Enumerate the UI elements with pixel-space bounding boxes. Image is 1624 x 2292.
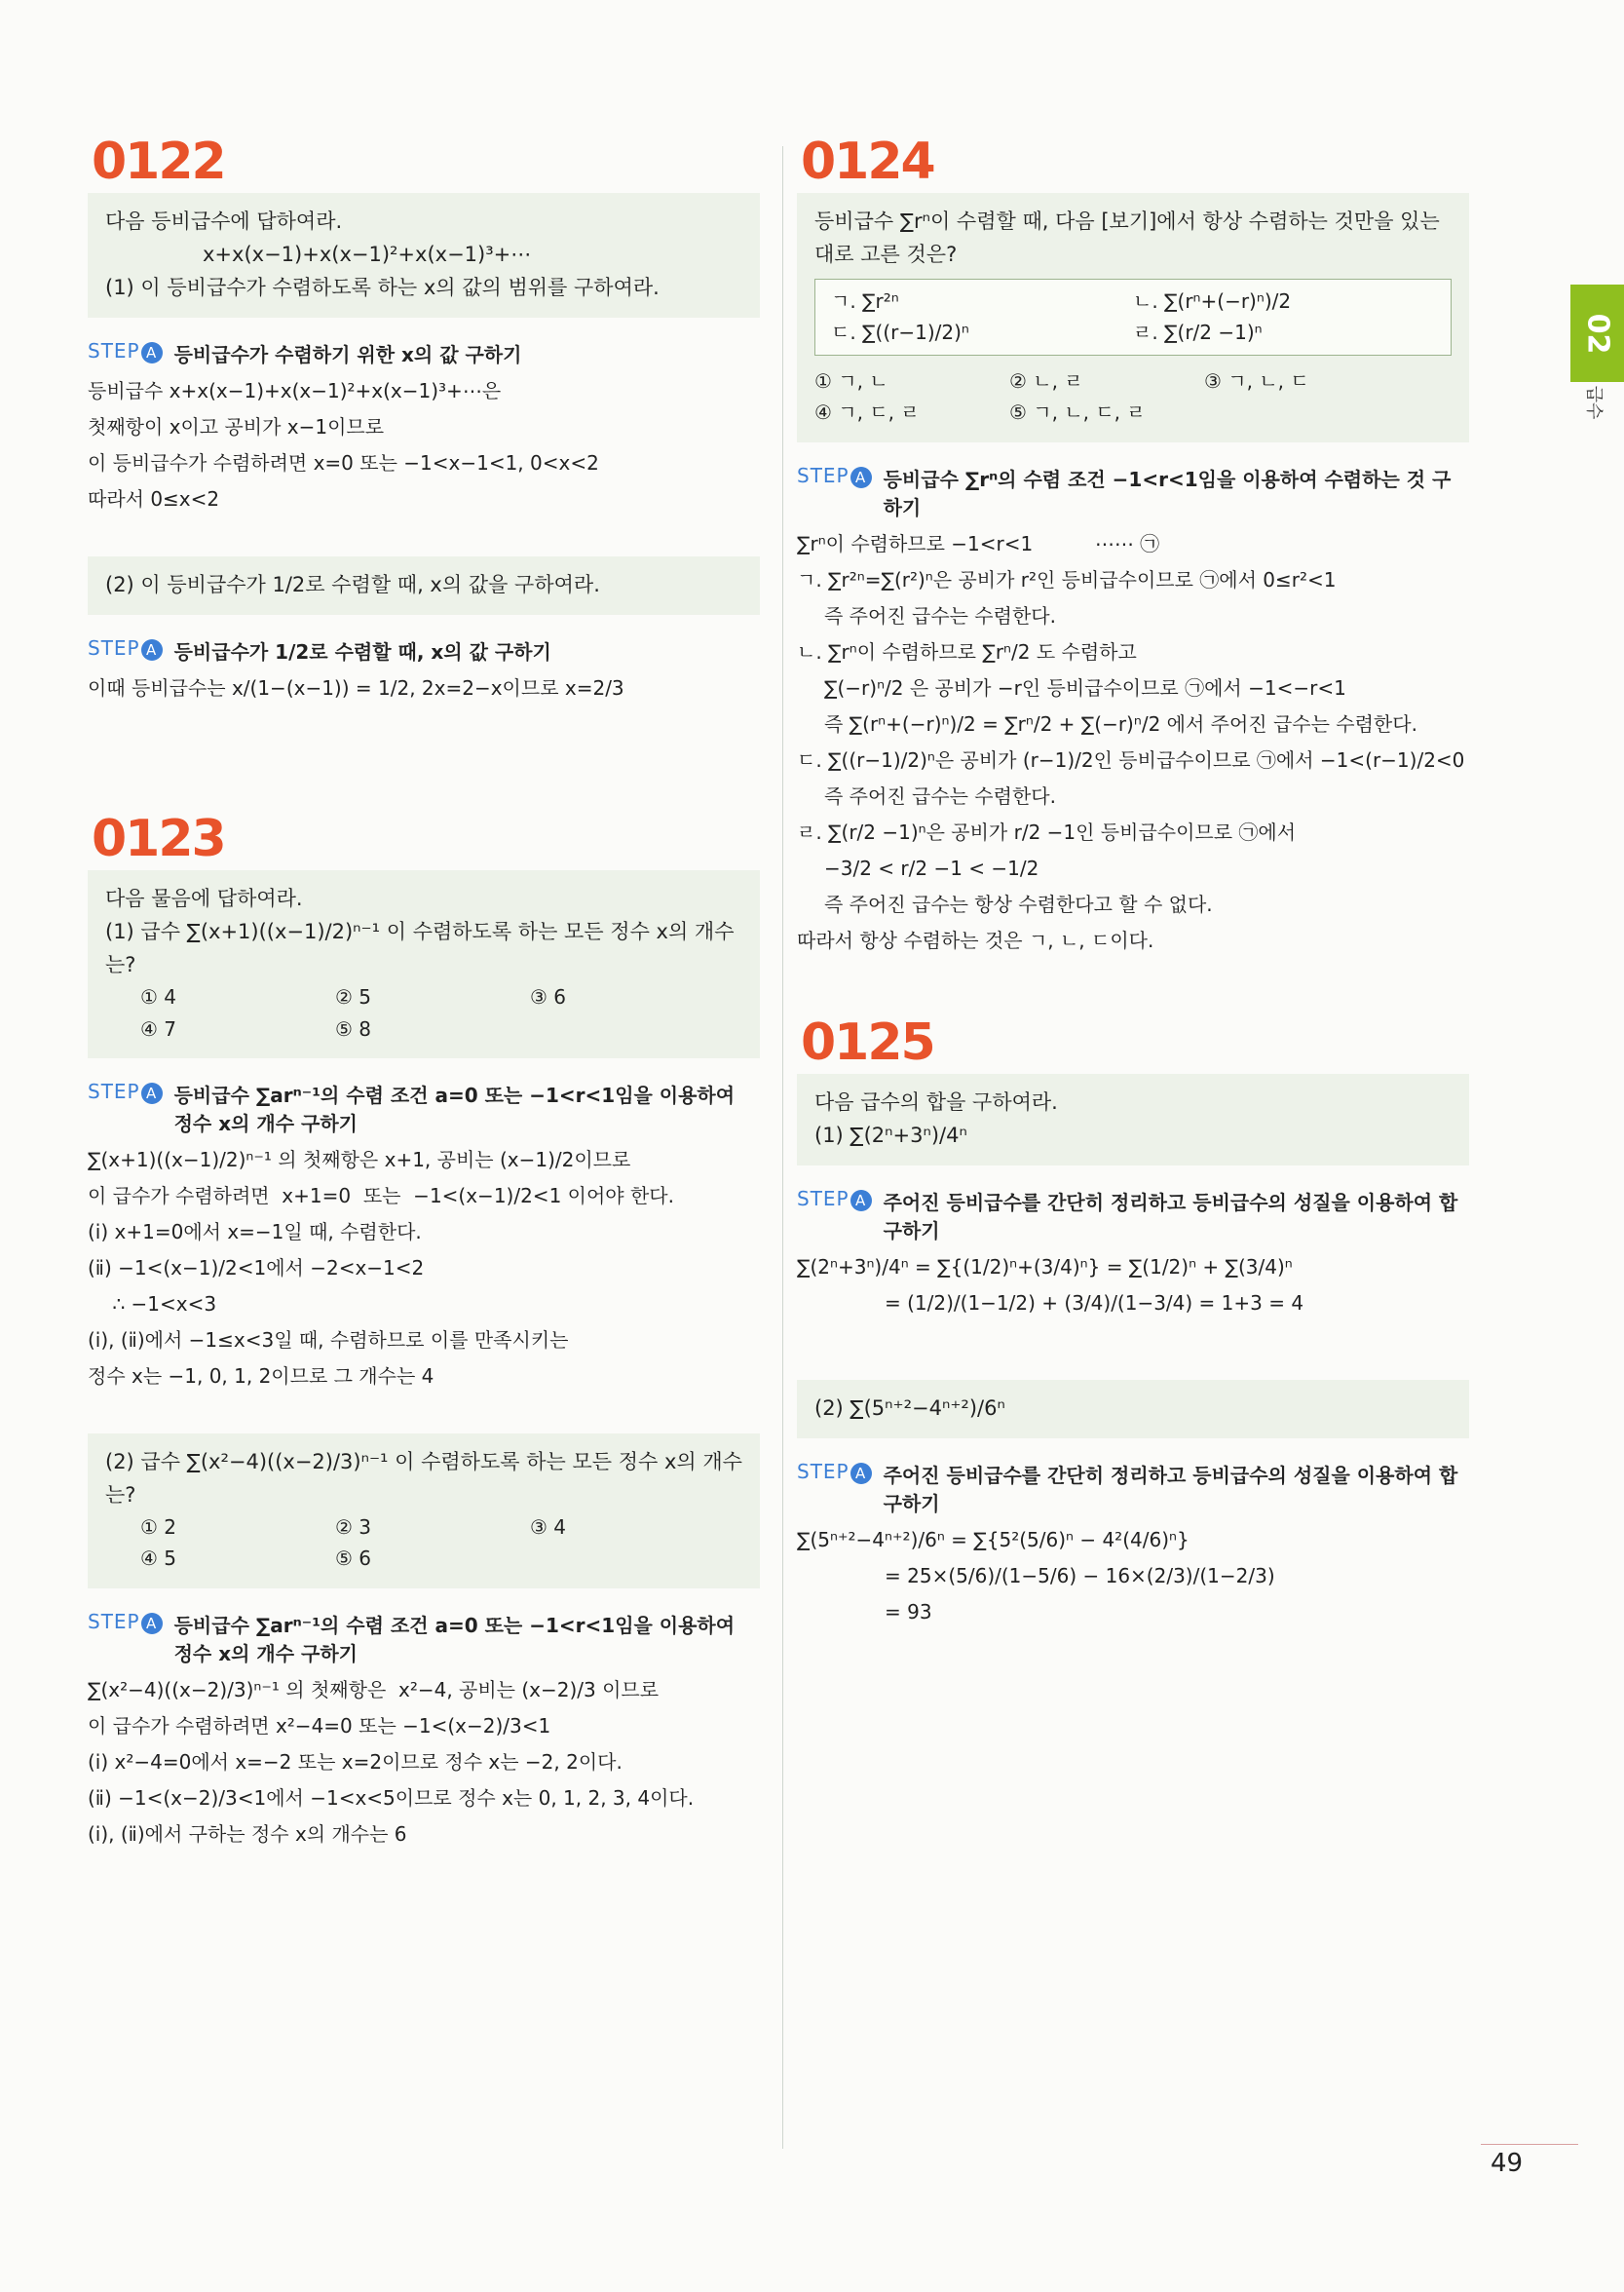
answer-option[interactable]: ① ㄱ, ㄴ bbox=[814, 368, 888, 393]
problem-box bbox=[88, 193, 760, 318]
step-heading bbox=[797, 1187, 1469, 1243]
solution-line: (ⅰ) x²−4=0에서 x=−2 또는 x=2이므로 정수 x는 −2, 2이다. bbox=[88, 1749, 623, 1774]
solution-line: (ⅱ) −1<(x−2)/3<1에서 −1<x<5이므로 정수 x는 0, 1, 2, 3, 4이다. bbox=[88, 1785, 695, 1810]
step-label: STEP A bbox=[88, 1610, 163, 1634]
solution-line: ㄹ. ∑(r/2 −1)ⁿ은 공비가 r/2 −1인 등비급수이므로 ㉠에서 bbox=[797, 820, 1297, 844]
solution-line: 등비급수 x+x(x−1)+x(x−1)²+x(x−1)³+⋯은 bbox=[88, 379, 502, 403]
solution-line: ㄴ. ∑rⁿ이 수렴하므로 ∑rⁿ/2 도 수렴하고 bbox=[797, 639, 1137, 664]
step-a-badge-icon: A bbox=[141, 1613, 163, 1634]
step-heading bbox=[797, 1460, 1469, 1516]
solution-line: 이 급수가 수렴하려면 x+1=0 또는 −1<(x−1)/2<1 이어야 한다. bbox=[88, 1183, 674, 1207]
right-column bbox=[797, 133, 1469, 1630]
step-label: STEP A bbox=[88, 1080, 163, 1104]
answer-options bbox=[814, 365, 1452, 429]
solution-line: 첫째항이 x이고 공비가 x−1이므로 bbox=[88, 415, 385, 439]
solution bbox=[797, 1249, 1469, 1321]
problem-box bbox=[797, 1074, 1469, 1165]
solution-line: = 93 bbox=[885, 1599, 932, 1624]
chapter-tab bbox=[1570, 285, 1624, 382]
problem-part: (1) 급수 ∑(x+1)((x−1)/2)ⁿ⁻¹ 이 수렴하도록 하는 모든 정수 x의 개수는? bbox=[105, 920, 735, 977]
problem-part: (1) ∑(2ⁿ+3ⁿ)/4ⁿ bbox=[814, 1123, 967, 1147]
solution bbox=[797, 526, 1469, 959]
step-title: 등비급수 ∑rⁿ의 수렴 조건 −1<r<1임을 이용하여 수렴하는 것 구하기 bbox=[883, 467, 1452, 519]
solution-line: −3/2 < r/2 −1 < −1/2 bbox=[824, 856, 1039, 880]
step-a-badge-icon: A bbox=[850, 1463, 872, 1484]
solution-line: 정수 x는 −1, 0, 1, 2이므로 그 개수는 4 bbox=[88, 1363, 434, 1388]
step-heading bbox=[88, 1080, 760, 1136]
solution bbox=[88, 1142, 760, 1394]
answer-option[interactable]: ⑤ ㄱ, ㄴ, ㄷ, ㄹ bbox=[1009, 401, 1146, 425]
problem-question: 등비급수 ∑rⁿ이 수렴할 때, 다음 [보기]에서 항상 수렴하는 것만을 있는 대로 고른 것은? bbox=[814, 210, 1440, 267]
step-title: 주어진 등비급수를 간단히 정리하고 등비급수의 성질을 이용하여 합 구하기 bbox=[883, 1463, 1458, 1515]
step-a-badge-icon: A bbox=[141, 342, 163, 363]
step-heading bbox=[797, 464, 1469, 520]
answer-options bbox=[105, 981, 742, 1045]
solution-line: = (1/2)/(1−1/2) + (3/4)/(1−3/4) = 1+3 = 4 bbox=[885, 1290, 1304, 1315]
step-title: 등비급수 ∑arⁿ⁻¹의 수렴 조건 a=0 또는 −1<r<1임을 이용하여 정수 x의 개수 구하기 bbox=[173, 1613, 736, 1665]
problem-intro: 다음 물음에 답하여라. bbox=[105, 887, 303, 911]
answer-option[interactable]: ④ ㄱ, ㄷ, ㄹ bbox=[814, 401, 920, 425]
solution-line: 따라서 0≤x<2 bbox=[88, 487, 220, 512]
bogi-item: ㄹ. ∑(r/2 −1)ⁿ bbox=[1133, 321, 1263, 345]
solution bbox=[797, 1522, 1469, 1630]
step-heading bbox=[88, 636, 760, 665]
step-label: STEP A bbox=[797, 464, 872, 488]
step-title: 주어진 등비급수를 간단히 정리하고 등비급수의 성질을 이용하여 합 구하기 bbox=[883, 1190, 1458, 1242]
solution-line: ∑(−r)ⁿ/2 은 공비가 −r인 등비급수이므로 ㉠에서 −1<−r<1 bbox=[824, 675, 1346, 700]
step-label: STEP A bbox=[797, 1460, 872, 1484]
step-a-badge-icon: A bbox=[141, 639, 163, 661]
solution-line: (ⅰ) x+1=0에서 x=−1일 때, 수렴한다. bbox=[88, 1219, 422, 1243]
answer-option[interactable]: ① 4 bbox=[140, 985, 177, 1010]
solution-line: 즉 주어진 급수는 항상 수렴한다고 할 수 없다. bbox=[824, 892, 1213, 916]
step-title: 등비급수 ∑arⁿ⁻¹의 수렴 조건 a=0 또는 −1<r<1임을 이용하여 정수 x의 개수 구하기 bbox=[173, 1083, 736, 1135]
bogi-item: ㄱ. ∑r²ⁿ bbox=[831, 289, 899, 314]
solution-line: ∑rⁿ이 수렴하므로 −1<r<1 ⋯⋯ ㉠ bbox=[797, 531, 1160, 555]
step-a-badge-icon: A bbox=[141, 1083, 163, 1104]
step-a-badge-icon: A bbox=[850, 1190, 872, 1211]
solution bbox=[88, 1672, 760, 1853]
solution-line: ∴ −1<x<3 bbox=[88, 1291, 217, 1316]
solution-line: 즉 주어진 급수는 수렴한다. bbox=[824, 603, 1056, 628]
answer-option[interactable]: ③ 4 bbox=[530, 1514, 567, 1539]
problem-box bbox=[797, 1380, 1469, 1438]
solution-line: (ⅱ) −1<(x−1)/2<1에서 −2<x−1<2 bbox=[88, 1255, 425, 1280]
problem-number: 0125 bbox=[801, 1012, 934, 1072]
answer-options bbox=[105, 1511, 742, 1575]
step-heading bbox=[88, 339, 760, 367]
bogi-box bbox=[814, 279, 1452, 356]
answer-option[interactable]: ⑤ 6 bbox=[335, 1547, 372, 1571]
answer-option[interactable]: ④ 7 bbox=[140, 1016, 177, 1041]
problem-number: 0123 bbox=[92, 810, 225, 869]
left-column bbox=[88, 133, 760, 1853]
solution-line: ㄱ. ∑r²ⁿ=∑(r²)ⁿ은 공비가 r²인 등비급수이므로 ㉠에서 0≤r²<1 bbox=[797, 567, 1337, 592]
solution-line: ∑(2ⁿ+3ⁿ)/4ⁿ = ∑{(1/2)ⁿ+(3/4)ⁿ} = ∑(1/2)ⁿ + ∑(3/4)ⁿ bbox=[797, 1254, 1293, 1279]
step-a-badge-icon: A bbox=[850, 467, 872, 488]
answer-option[interactable]: ② 3 bbox=[335, 1514, 372, 1539]
step-title: 등비급수가 1/2로 수렴할 때, x의 값 구하기 bbox=[173, 640, 551, 665]
solution-line: = 25×(5/6)/(1−5/6) − 16×(2/3)/(1−2/3) bbox=[885, 1563, 1275, 1587]
solution-line: ∑(5ⁿ⁺²−4ⁿ⁺²)/6ⁿ = ∑{5²(5/6)ⁿ − 4²(4/6)ⁿ} bbox=[797, 1527, 1190, 1551]
answer-option[interactable]: ③ ㄱ, ㄴ, ㄷ bbox=[1204, 368, 1309, 393]
step-title: 등비급수가 수렴하기 위한 x의 값 구하기 bbox=[173, 343, 522, 367]
solution-line: 이 급수가 수렴하려면 x²−4=0 또는 −1<(x−2)/3<1 bbox=[88, 1713, 551, 1738]
solution bbox=[88, 670, 760, 707]
problem-box bbox=[88, 870, 760, 1058]
bogi-item: ㄷ. ∑((r−1)/2)ⁿ bbox=[831, 321, 969, 345]
step-label: STEP A bbox=[88, 636, 163, 661]
problem-part: (2) 이 등비급수가 1/2로 수렴할 때, x의 값을 구하여라. bbox=[105, 573, 600, 597]
problem-box bbox=[797, 193, 1469, 442]
solution-line: ∑(x²−4)((x−2)/3)ⁿ⁻¹ 의 첫째항은 x²−4, 공비는 (x−2)/3 이므로 bbox=[88, 1677, 660, 1701]
solution-line: ㄷ. ∑((r−1)/2)ⁿ은 공비가 (r−1)/2인 등비급수이므로 ㉠에서 −1<(r−1)/2<0 bbox=[797, 747, 1465, 772]
answer-option[interactable]: ② ㄴ, ㄹ bbox=[1009, 368, 1083, 393]
solution bbox=[88, 373, 760, 517]
solution-line: 즉 ∑(rⁿ+(−r)ⁿ)/2 = ∑rⁿ/2 + ∑(−r)ⁿ/2 에서 주어진 급수는 수렴한다. bbox=[824, 711, 1417, 736]
column-divider bbox=[782, 146, 783, 2149]
solution-line: 따라서 항상 수렴하는 것은 ㄱ, ㄴ, ㄷ이다. bbox=[797, 928, 1154, 952]
solution-line: 즉 주어진 급수는 수렴한다. bbox=[824, 783, 1056, 808]
series-expression: x+x(x−1)+x(x−1)²+x(x−1)³+⋯ bbox=[203, 243, 532, 267]
problem-part: (2) 급수 ∑(x²−4)((x−2)/3)ⁿ⁻¹ 이 수렴하도록 하는 모든 정수 x의 개수는? bbox=[105, 1449, 742, 1507]
problem-part: (2) ∑(5ⁿ⁺²−4ⁿ⁺²)/6ⁿ bbox=[814, 1395, 1005, 1420]
problem-part: (1) 이 등비급수가 수렴하도록 하는 x의 값의 범위를 구하여라. bbox=[105, 276, 660, 300]
solution-line: 이때 등비급수는 x/(1−(x−1)) = 1/2, 2x=2−x이므로 x=2/3 bbox=[88, 676, 624, 701]
problem-box bbox=[88, 1433, 760, 1588]
answer-option[interactable]: ② 5 bbox=[335, 985, 372, 1010]
solution-line: (ⅰ), (ⅱ)에서 구하는 정수 x의 개수는 6 bbox=[88, 1821, 407, 1846]
step-label: STEP A bbox=[797, 1187, 872, 1211]
solution-line: 이 등비급수가 수렴하려면 x=0 또는 −1<x−1<1, 0<x<2 bbox=[88, 451, 599, 476]
solution-line: (ⅰ), (ⅱ)에서 −1≤x<3일 때, 수렴하므로 이를 만족시키는 bbox=[88, 1327, 569, 1352]
answer-option[interactable]: ⑤ 8 bbox=[335, 1016, 372, 1041]
problem-intro: 다음 등비급수에 답하여라. bbox=[105, 210, 343, 233]
problem-intro: 다음 급수의 합을 구하여라. bbox=[814, 1089, 1058, 1114]
step-label: STEP A bbox=[88, 339, 163, 363]
chapter-number: 02 bbox=[1580, 313, 1614, 354]
step-heading bbox=[88, 1610, 760, 1666]
page-number-rule bbox=[1481, 2144, 1578, 2145]
bogi-item: ㄴ. ∑(rⁿ+(−r)ⁿ)/2 bbox=[1133, 289, 1292, 314]
page-number: 49 bbox=[1491, 2149, 1524, 2178]
problem-number: 0124 bbox=[801, 133, 934, 191]
problem-box bbox=[88, 556, 760, 615]
solution-line: ∑(x+1)((x−1)/2)ⁿ⁻¹ 의 첫째항은 x+1, 공비는 (x−1)/2이므로 bbox=[88, 1147, 631, 1171]
answer-option[interactable]: ① 2 bbox=[140, 1514, 177, 1539]
answer-option[interactable]: ③ 6 bbox=[530, 985, 567, 1010]
answer-option[interactable]: ④ 5 bbox=[140, 1547, 177, 1571]
chapter-title: 급수 bbox=[1583, 385, 1605, 420]
problem-number: 0122 bbox=[92, 133, 225, 191]
